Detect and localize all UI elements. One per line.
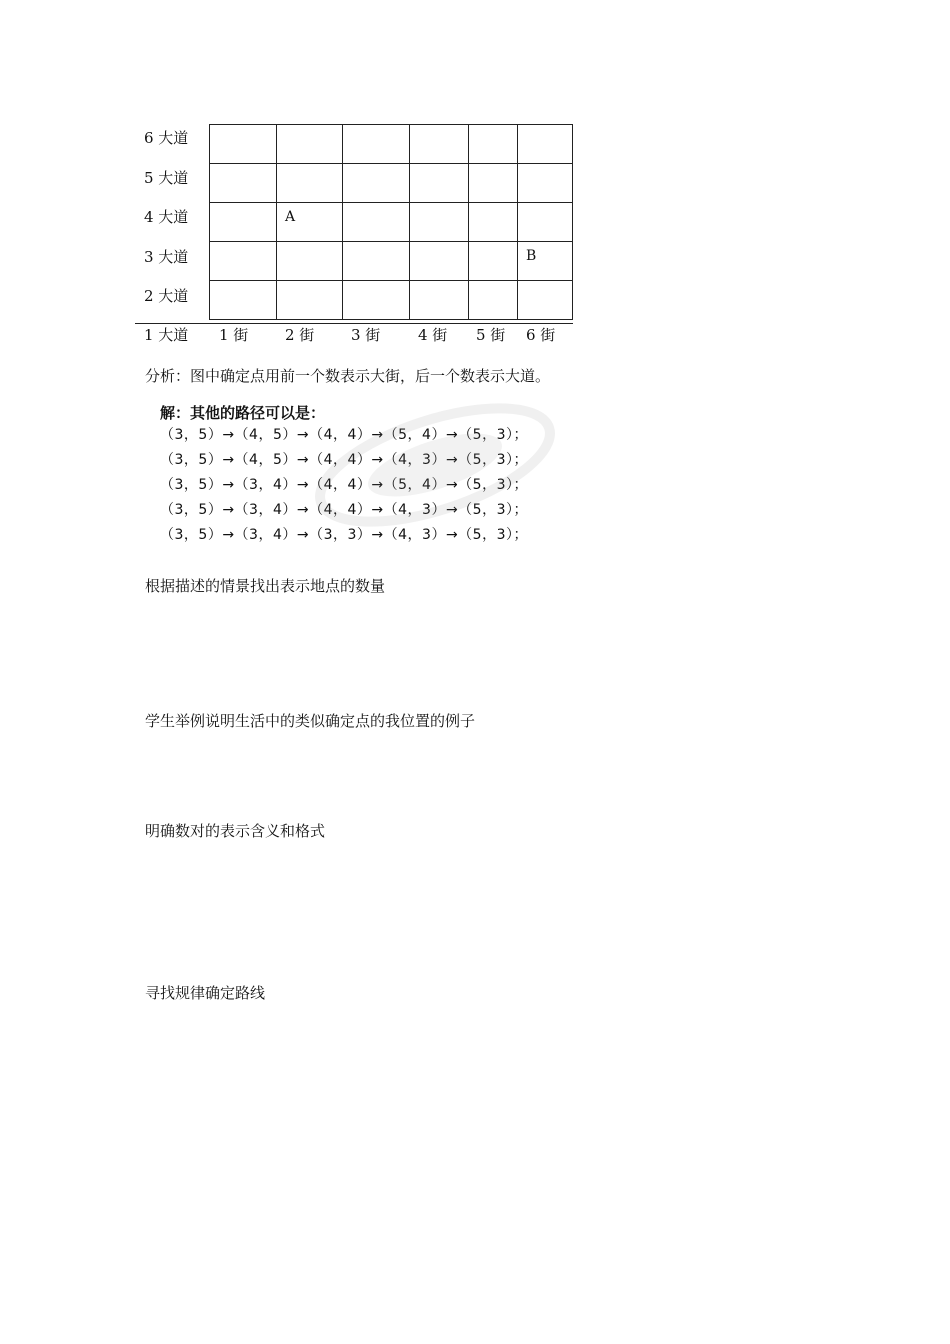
- solution-block: [160, 403, 528, 548]
- section-find-location: 根据描述的情景找出表示地点的数量: [145, 577, 386, 595]
- grid-cell: [410, 164, 469, 203]
- grid-cell: [210, 125, 277, 164]
- grid-cell: [410, 125, 469, 164]
- grid-cell: [277, 125, 343, 164]
- grid-cell: [343, 281, 410, 320]
- point-b-label: B: [526, 248, 537, 264]
- col-label-3: 3 街: [351, 326, 381, 344]
- row-label-1: 1 大道: [144, 326, 189, 344]
- grid-cell: [469, 242, 518, 281]
- col-label-2: 2 街: [285, 326, 315, 344]
- solution-path-line: （3，5）→（4，5）→（4，4）→（4，3）→（5，3）；: [160, 452, 528, 468]
- grid-cell: [277, 164, 343, 203]
- grid-cell: [518, 203, 573, 242]
- grid-cell: [343, 125, 410, 164]
- solution-title: 解：其他的路径可以是：: [160, 404, 326, 422]
- solution-path-line: （3，5）→（3，4）→（4，4）→（5，4）→（5，3）；: [160, 477, 528, 493]
- col-label-5: 5 街: [476, 326, 506, 344]
- grid-cell: [343, 203, 410, 242]
- solution-path-line: （3，5）→（3，4）→（3，3）→（4，3）→（5，3）；: [160, 527, 528, 543]
- col-label-6: 6 街: [526, 326, 556, 344]
- grid-cell: [277, 281, 343, 320]
- grid-cell: [518, 281, 573, 320]
- section-pair-meaning: 明确数对的表示含义和格式: [145, 822, 326, 840]
- col-label-4: 4 街: [418, 326, 448, 344]
- grid-table: [209, 124, 573, 320]
- analysis-text: 分析：图中确定点用前一个数表示大街，后一个数表示大道。: [145, 367, 551, 385]
- grid-cell: [518, 164, 573, 203]
- grid-cell: [343, 164, 410, 203]
- point-a-label: A: [285, 209, 296, 225]
- grid-cell: [518, 242, 573, 281]
- grid-cell: [277, 242, 343, 281]
- grid-cell: [469, 125, 518, 164]
- row-label-6: 6 大道: [144, 129, 189, 147]
- row-label-4: 4 大道: [144, 208, 189, 226]
- grid-cell: [518, 125, 573, 164]
- grid-cell: [469, 203, 518, 242]
- col-label-1: 1 街: [219, 326, 249, 344]
- row-label-2: 2 大道: [144, 287, 189, 305]
- grid-cell: [410, 242, 469, 281]
- grid-cell: [210, 281, 277, 320]
- solution-path-line: （3，5）→（3，4）→（4，4）→（4，3）→（5，3）；: [160, 502, 528, 518]
- grid-cell: [343, 242, 410, 281]
- grid-cell: [210, 164, 277, 203]
- grid-cell: [410, 281, 469, 320]
- grid-cell: [469, 164, 518, 203]
- grid-baseline: [135, 323, 573, 324]
- grid-cell: [277, 203, 343, 242]
- grid-cell: [469, 281, 518, 320]
- grid-cell: [410, 203, 469, 242]
- section-student-examples: 学生举例说明生活中的类似确定点的我位置的例子: [145, 712, 476, 730]
- row-label-3: 3 大道: [144, 248, 189, 266]
- grid-cell: [210, 203, 277, 242]
- section-find-route: 寻找规律确定路线: [145, 984, 266, 1002]
- solution-path-line: （3，5）→（4，5）→（4，4）→（5，4）→（5，3）；: [160, 427, 528, 443]
- grid-cell: [210, 242, 277, 281]
- street-grid-figure: [135, 120, 585, 350]
- row-label-5: 5 大道: [144, 169, 189, 187]
